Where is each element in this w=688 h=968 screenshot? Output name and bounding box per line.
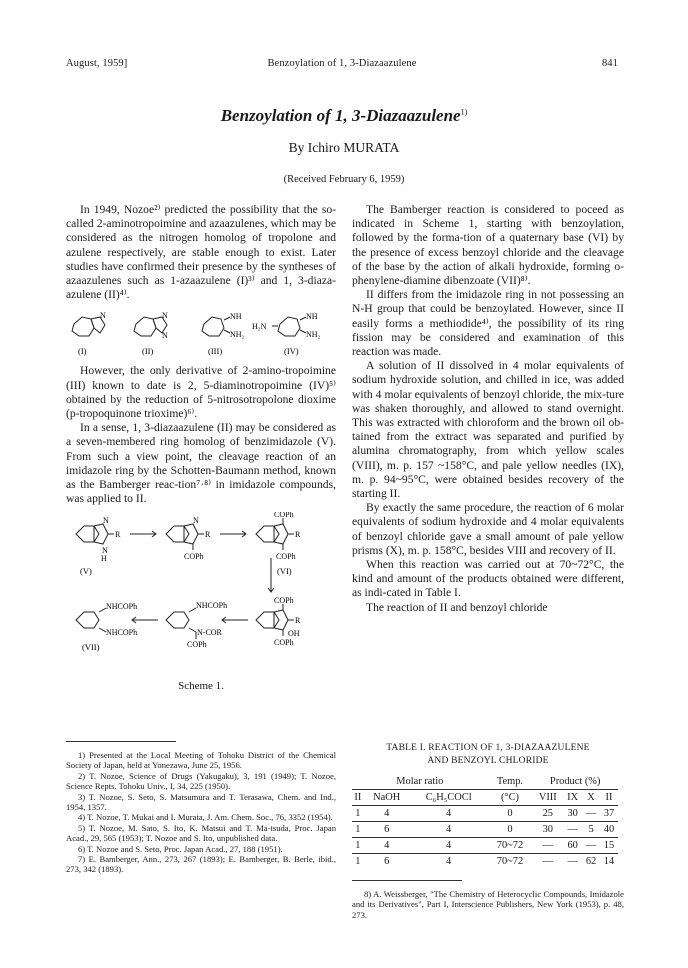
right-column [352, 203, 624, 615]
article-title-text: Benzoylation of 1, 3-Diazaazulene [220, 106, 461, 125]
scheme-group-n: N [102, 546, 108, 556]
table-column-header: IX [563, 790, 582, 806]
footnote-rule [352, 880, 462, 881]
scheme-group-h: H [101, 554, 107, 564]
paragraph-temperature: When this reaction was carried out at 70~72°C, the kind and amount of the products obtained were different, as indi-cated in Table I. [352, 558, 624, 600]
left-column [66, 203, 336, 692]
table-cell: 4 [410, 806, 488, 822]
table-cell: 37 [600, 806, 618, 822]
table-column-header: NaOH [364, 790, 410, 806]
structure-label-i: (I) [78, 346, 87, 357]
table-cell: 30 [563, 806, 582, 822]
table-row [352, 822, 618, 838]
scheme-group-ncor: N-COR [197, 628, 222, 638]
table-title-line-1: TABLE I. REACTION OF 1, 3-DIAZAAZULENE [386, 743, 590, 753]
scheme-label-v: (V) [80, 566, 92, 577]
table-row [352, 806, 618, 822]
table-title-line-2: AND BENZOYL CHLORIDE [427, 756, 549, 766]
table-group-header: Product (%) [549, 776, 601, 787]
scheme-group-n: N [103, 516, 109, 526]
scheme-group-coph: COPh [274, 512, 294, 520]
structure-n-label: N [162, 331, 168, 341]
paragraph-bamberger-intro: In a sense, 1, 3-diazaazulene (II) may be considered as a seven-membered ring homolog of benzimidazole (V). From such a view point, the cleavage reaction of an imidazole ring by the Schotten-Baumann method, known as the Bamberger reac-tion⁷·⁸⁾ in imidazole compounds, was applied to II. [66, 421, 336, 506]
table-cell: 1 [352, 806, 364, 822]
table-cell: 1 [352, 838, 364, 854]
table-cell: 15 [600, 838, 618, 854]
footnote-7: 7) E. Bamberger, Ann., 273, 267 (1893); E. Bamberger, B. Berle, ibid., 273, 342 (1893). [66, 854, 336, 875]
table-cell: 4 [364, 838, 410, 854]
table-cell: 25 [532, 806, 563, 822]
table-cell: 0 [488, 806, 533, 822]
table-cell: 60 [563, 838, 582, 854]
table-cell: 62 [582, 854, 600, 870]
scheme-group-nhcoph: NHCOPh [106, 602, 138, 612]
table-group-header-row [352, 774, 618, 790]
table-cell: 70~72 [488, 854, 533, 870]
scheme-group-r: R [295, 530, 301, 540]
structure-iii-ring [202, 317, 224, 336]
table-group-header: Molar ratio [396, 776, 444, 787]
scheme-group-n: N [193, 516, 199, 526]
footnote-3: 3) T. Nozoe, S. Seto, S. Matsumura and T. Terasawa, Chem. and Ind., 1954, 1357. [66, 791, 336, 813]
table-cell: 30 [532, 822, 563, 838]
paragraph-intro: In 1949, Nozoe²⁾ predicted the possibility that the so-called 2-aminotropoimine and azaazulenes, which may be considered as the nitrogen homolog of tropolone and azulene respectively, are stable enough to exist. Later studies have confirmed their presence by the syntheses of azaazulenes such as 1-azaazulene (I)³⁾ and 1, 3-diaza-azulene (II)⁴⁾. [66, 203, 336, 302]
structure-n-label: N [100, 311, 106, 321]
table-column-header: X [582, 790, 600, 806]
table-cell: 4 [410, 854, 488, 870]
table-cell: 6 [364, 854, 410, 870]
scheme-svg [66, 512, 336, 672]
running-title: Benzoylation of 1, 3-Diazaazulene [267, 58, 417, 69]
left-footnotes [66, 741, 336, 875]
structure-label-ii: (II) [142, 346, 154, 357]
footnote-6: 6) T. Nozoe and S. Seto, Proc. Japan Acad., 27, 188 (1951). [78, 843, 283, 854]
issue-date: August, 1959] [66, 58, 128, 69]
structure-iv-ring [278, 317, 300, 336]
paragraph-aminotropoimine: However, the only derivative of 2-amino-tropoimine (III) known to date is 2, 5-diaminotropoimine (IV)⁵⁾ obtained by the reduction of 5-nitrosotropolone dioxime (p-tropoquinone trioxime)⁶⁾. [66, 364, 336, 421]
footnote-4: 4) T. Nozoe, T. Mukai and I. Murata, J. Am. Chem. Soc., 76, 3352 (1954). [78, 812, 333, 823]
paragraph-procedure: A solution of II dissolved in 4 molar equivalents of sodium hydroxide solution, and chilled in ice, was added with 4 molar equivalents of benzoyl chloride, the mix-ture was shaken thoroughly, and allowed to stand overnight. This was extracted with chloroform and the brown oil ob-tained from the extract was separated and purified by alumina chromatography, from which yellow scales (VIII), m. p. 157 ~158°C, and pale yellow needles (IX), m. p. 94~95°C, were obtained besides recovery of the starting II. [352, 359, 624, 501]
table-cell: — [532, 854, 563, 870]
table-cell: 5 [582, 822, 600, 838]
table-cell: 40 [600, 822, 618, 838]
table-cell: — [582, 806, 600, 822]
scheme-group-r: R [115, 530, 121, 540]
right-footnotes [352, 880, 624, 920]
structure-n-label: N [162, 311, 168, 321]
scheme-group-oh: OH [288, 629, 300, 639]
article-title [0, 106, 688, 126]
structure-nh-label: NH [230, 312, 242, 322]
table-column-header: C₆H₅COCl [410, 790, 488, 806]
table-cell: 1 [352, 854, 364, 870]
running-head [66, 58, 618, 74]
page-number: 841 [601, 58, 618, 69]
scheme-group-coph: COPh [276, 552, 296, 562]
table-group-header: Temp. [496, 776, 524, 787]
author-line: By Ichiro MURATA [288, 140, 400, 155]
scheme-1 [66, 512, 336, 692]
footnote-5: 5) T. Nozoe, M. Sato, S. Ito, K. Matsui and T. Ma-tsuda, Proc. Japan Acad., 29, 565 (1953); T. Nozoe and S. Ito, unpublished data. [66, 822, 336, 844]
table-column-header: II [352, 790, 364, 806]
scheme-caption: Scheme 1. [178, 679, 224, 692]
scheme-group-nhcoph: NHCOPh [106, 628, 138, 638]
scheme-label-vii: (VII) [82, 642, 100, 653]
table-row [352, 854, 618, 870]
scheme-group-coph: COPh [187, 640, 207, 650]
table-cell: — [532, 838, 563, 854]
table-1 [352, 742, 624, 869]
paragraph-bamberger-mechanism: The Bamberger reaction is considered to poceed as indicated in Scheme 1, starting with benzoylation, followed by the forma-tion of a quaternary base (VI) by the presence of excess benzoyl chloride and the cleavage of the base by the action of alkali hydroxide, forming o-phenylene-diamine dibenzoate (VII)⁸⁾. [352, 203, 624, 288]
structure-nh2-label: NH₂ [306, 330, 321, 340]
table-cell: 4 [410, 822, 488, 838]
scheme-group-r: R [205, 530, 211, 540]
footnote-1: 1) Presented at the Local Meeting of Tohoku District of the Chemical Society of Japan, held at Yonezawa, June 25, 1956. [66, 750, 336, 771]
scheme-group-coph: COPh [184, 552, 204, 562]
structure-nh2-label: NH₂ [230, 330, 245, 340]
table-column-header: (°C) [488, 790, 533, 806]
structure-nh-label: NH [306, 312, 318, 322]
received-date: (Received February 6, 1959) [283, 174, 405, 185]
table-cell: 6 [364, 822, 410, 838]
reaction-table [352, 774, 618, 869]
table-cell: 4 [364, 806, 410, 822]
table-column-header: VIII [532, 790, 563, 806]
scheme-label-vi: (VI) [277, 566, 292, 577]
paragraph-nh-group: II differs from the imidazole ring in not possessing an N-H group that could be benzoylated. However, since II easily forms a methiodide⁴⁾, the possibility of its ring fission may be considered and examination of this reaction was made. [352, 288, 624, 359]
table-cell: 4 [410, 838, 488, 854]
paragraph-reaction-continued: The reaction of II and benzoyl chloride [366, 600, 548, 614]
table-cell: — [563, 854, 582, 870]
structures-i-iv [66, 306, 336, 358]
structure-ii-ring7 [134, 317, 156, 336]
footnote-2: 2) T. Nozoe, Science of Drugs (Yakugaku), 3, 191 (1949); T. Nozoe, Science Repts. Tohoku Univ., I, 34, 225 (1950). [66, 770, 336, 792]
structure-i-ring7 [72, 317, 94, 336]
table-cell: 0 [488, 822, 533, 838]
table-title [352, 742, 624, 768]
table-cell: 1 [352, 822, 364, 838]
table-cell: — [563, 822, 582, 838]
structure-label-iii: (III) [208, 346, 223, 357]
title-footnote-ref: 1) [460, 107, 468, 117]
scheme-group-coph: COPh [274, 596, 294, 606]
structures-svg [66, 306, 336, 358]
footnote-rule [66, 741, 176, 742]
paragraph-six-molar: By exactly the same procedure, the reaction of 6 molar equivalents of sodium hydroxide and 4 molar equivalents of benzoyl chloride gave a small amount of pale yellow prisms (X), m. p. 158°C, besides VIII and recovery of II. [352, 501, 624, 557]
structure-label-iv: (IV) [284, 346, 299, 357]
footnote-8: 8) A. Weissberger, "The Chemistry of Heterocyclic Compounds, Imidazole and its Derivatives", Part I, Interscience Publishers, New York (1953), p. 48, 273. [352, 889, 624, 920]
scheme-group-nhcoph: NHCOPh [196, 601, 228, 611]
table-cell: 70~72 [488, 838, 533, 854]
table-column-header-row [352, 790, 618, 806]
table-column-header: II [600, 790, 618, 806]
table-row [352, 838, 618, 854]
scheme-group-r: R [295, 616, 301, 626]
table-cell: 14 [600, 854, 618, 870]
scheme-group-coph: COPh [274, 638, 294, 648]
table-cell: — [582, 838, 600, 854]
structure-h2n-label: H₂N [252, 322, 267, 332]
